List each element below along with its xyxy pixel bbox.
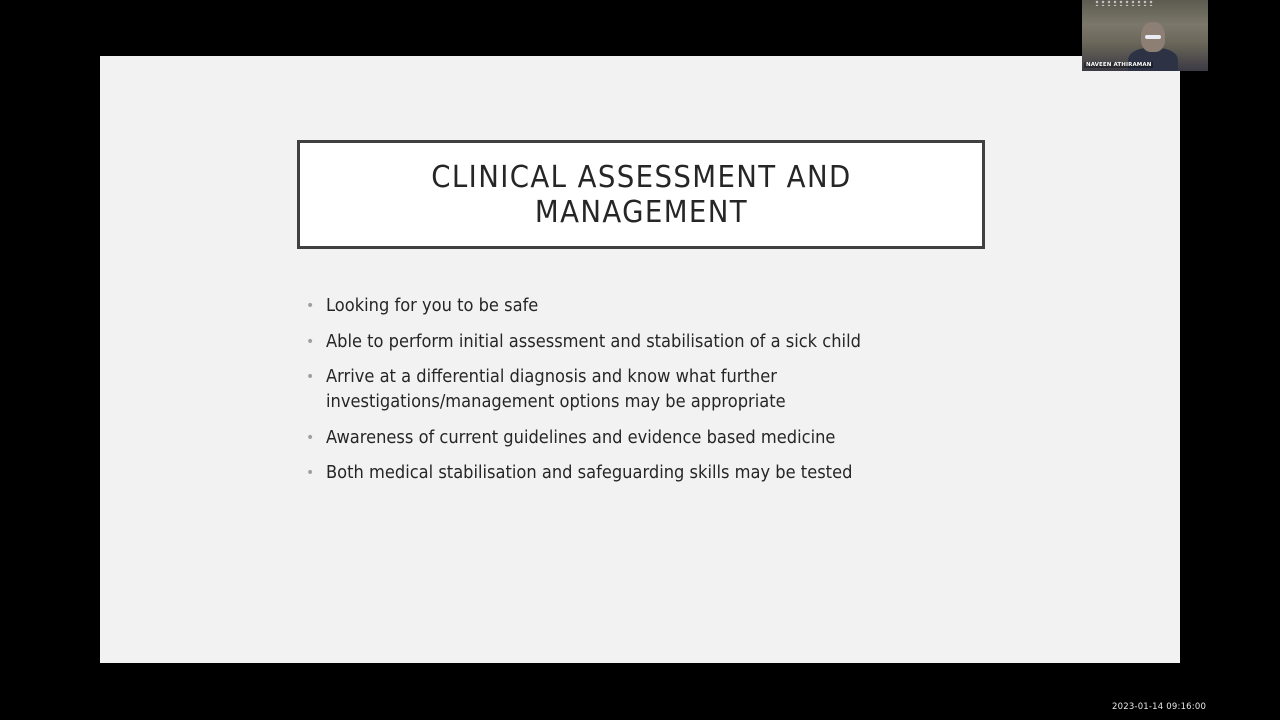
presentation-slide <box>100 56 1180 663</box>
glasses-reflection <box>1145 35 1161 39</box>
slide-title-box <box>297 140 985 249</box>
bullet-text: Able to perform initial assessment and stabilisation of a sick child <box>326 331 861 352</box>
bullet-text-continued: investigations/management options may be appropriate <box>326 392 786 412</box>
bullet-dot-icon: • <box>306 429 315 446</box>
bullet-item <box>305 294 1005 319</box>
ceiling-lights-decoration <box>1094 0 1154 6</box>
bullet-item <box>305 365 1005 415</box>
participant-video-thumbnail[interactable] <box>1082 0 1208 71</box>
bullet-dot-icon: • <box>306 298 315 314</box>
bullet-dot-icon: • <box>306 333 315 350</box>
participant-name-label: NAVEEN ATHIRAMAN <box>1086 62 1152 68</box>
bullet-dot-icon: • <box>306 369 315 385</box>
slide-title-line-2: MANAGEMENT <box>534 194 748 230</box>
recording-timestamp: 2023-01-14 09:16:00 <box>1112 702 1207 712</box>
bullet-text: Both medical stabilisation and safeguarding skills may be tested <box>326 463 853 483</box>
slide-title <box>431 160 851 230</box>
bullet-text: Arrive at a differential diagnosis and know what further <box>326 367 777 387</box>
bullet-item <box>305 461 1005 486</box>
bullet-item <box>305 330 1005 355</box>
bullet-dot-icon: • <box>306 465 315 481</box>
bullet-text: Looking for you to be safe <box>326 296 539 316</box>
bullet-text: Awareness of current guidelines and evidence based medicine <box>326 427 836 448</box>
slide-title-line-1: CLINICAL ASSESSMENT AND <box>430 159 852 195</box>
bullet-list <box>305 294 1005 497</box>
bullet-item <box>305 426 1005 451</box>
